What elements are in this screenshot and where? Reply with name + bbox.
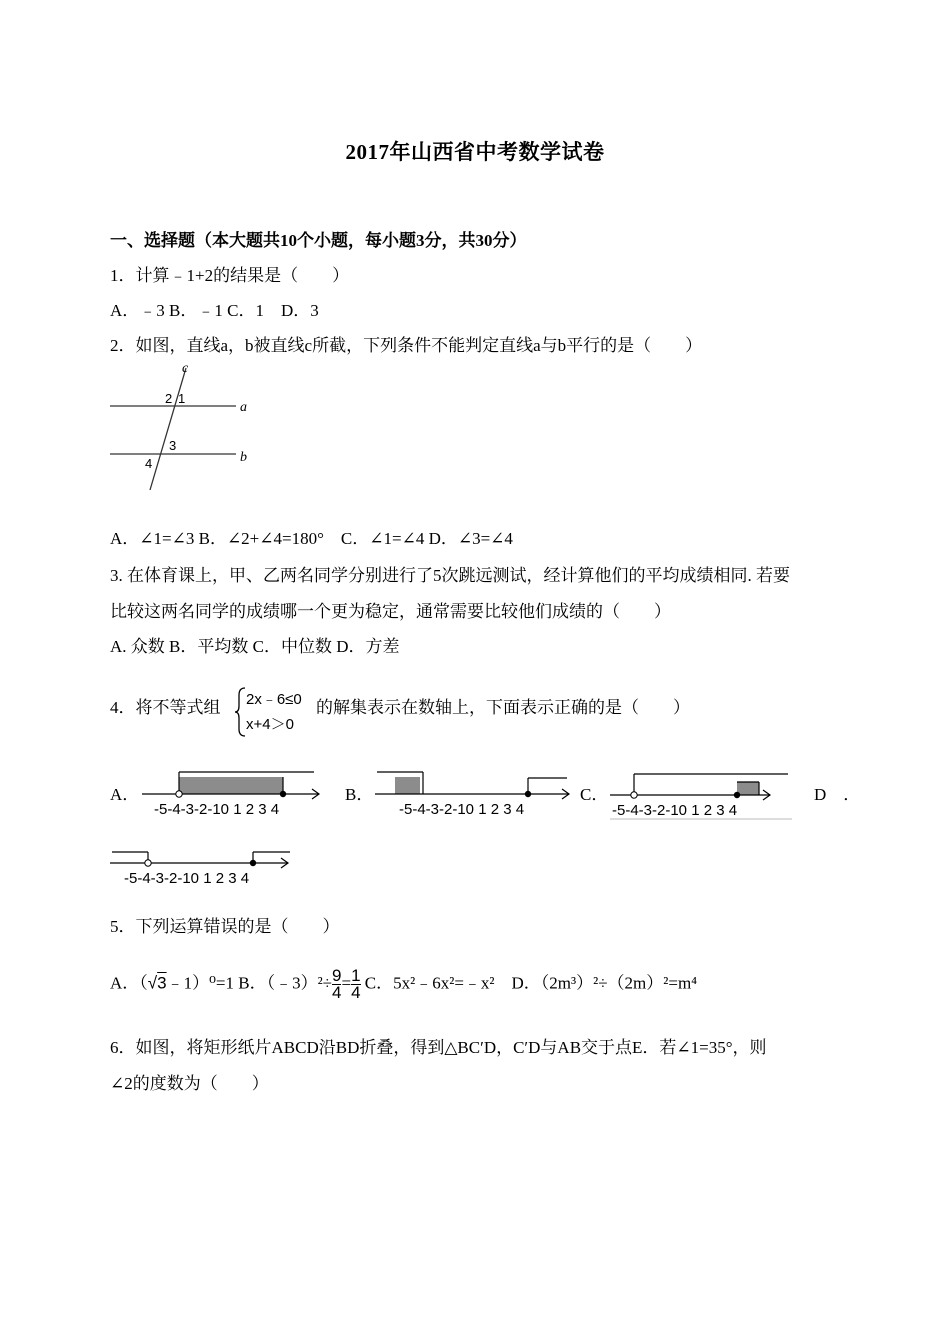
option-c-label: C． (580, 785, 609, 804)
closed-dot (280, 791, 286, 797)
option-d-label: D ． (814, 785, 861, 804)
label-a: a (240, 400, 247, 415)
axis-labels: -5-4-3-2-10 1 2 3 4 (154, 801, 280, 818)
fraction-9-4: $\frac{9}{4}$ (332, 966, 342, 1002)
question-1-stem: 1．计算﹣1+2的结果是（ ） (110, 266, 350, 285)
option-a-rest: ﹣1）⁰=1 B．（﹣3）²÷ (166, 973, 333, 993)
question-3-stem-line2: 比较这两名同学的成绩哪一个更为稳定，通常需要比较他们成绩的（ ） (110, 602, 671, 621)
line-c (150, 368, 186, 490)
option-b-label: B． (345, 785, 374, 804)
option-a-label: A． (110, 785, 140, 804)
closed-dot (525, 791, 531, 797)
angle-4-label: 4 (145, 456, 153, 471)
open-dot (176, 791, 182, 797)
question-2-stem: 2．如图，直线a，b被直线c所截，下列条件不能判定直线a与b平行的是（ ） (110, 336, 703, 355)
fraction-1-4: $\frac{1}{4}$ (351, 966, 361, 1002)
closed-dot (734, 792, 740, 798)
number-line-d (110, 846, 295, 888)
question-3-stem-line1: 3. 在体育课上，甲、乙两名同学分别进行了5次跳远测试，经计算他们的平均成绩相同. 若要 (110, 566, 790, 585)
shaded-region (395, 777, 420, 794)
option-c-d: C．5x²﹣6x²=﹣x² D．（2m³）²÷（2m）²=m⁴ (360, 973, 698, 993)
inequality-1: 2x﹣6≤0 (246, 691, 302, 708)
parallel-lines-figure (108, 362, 258, 494)
angle-3-label: 3 (169, 438, 177, 453)
inequality-2: x+4＞0 (246, 716, 294, 733)
question-5-options (110, 968, 697, 1001)
label-c: c (182, 362, 189, 376)
option-a-prefix: A．（ (110, 973, 148, 993)
axis-labels: -5-4-3-2-10 1 2 3 4 (399, 801, 525, 818)
number-line-c (610, 770, 795, 822)
angle-2-label: 2 (165, 391, 173, 406)
number-line-b (375, 770, 575, 820)
question-4-suffix: 的解集表示在数轴上，下面表示正确的是（ ） (316, 698, 690, 717)
axis-labels: -5-4-3-2-10 1 2 3 4 (124, 870, 250, 887)
open-dot (631, 792, 637, 798)
closed-dot (250, 860, 256, 866)
angle-1-label: 1 (178, 391, 186, 406)
sqrt-icon: √ (147, 973, 158, 993)
inequality-system (234, 686, 316, 738)
question-4-prefix: 4．将不等式组 (110, 698, 221, 717)
question-3-options: A. 众数 B．平均数 C．中位数 D．方差 (110, 637, 400, 656)
shaded-region (737, 782, 759, 795)
equals: = (341, 973, 352, 993)
question-6-stem-line1: 6．如图，将矩形纸片ABCD沿BD折叠，得到△BC′D，C′D与AB交于点E．若∠1=35°，则 (110, 1038, 767, 1057)
shaded-region (179, 777, 283, 794)
radicand: 3 (157, 973, 167, 993)
question-5-stem: 5．下列运算错误的是（ ） (110, 917, 340, 936)
question-1-options: A．﹣3 B．﹣1 C．1 D．3 (110, 301, 319, 320)
question-2-options: A．∠1=∠3 B．∠2+∠4=180° C．∠1=∠4 D．∠3=∠4 (110, 529, 513, 548)
number-line-a (142, 770, 324, 820)
open-dot (145, 860, 151, 866)
question-6-stem-line2: ∠2的度数为（ ） (110, 1074, 269, 1093)
label-b: b (240, 450, 247, 465)
section-heading: 一、选择题（本大题共10个小题，每小题3分，共30分） (110, 231, 527, 250)
page-title: 2017年山西省中考数学试卷 (345, 140, 605, 164)
axis-labels: -5-4-3-2-10 1 2 3 4 (612, 802, 738, 819)
